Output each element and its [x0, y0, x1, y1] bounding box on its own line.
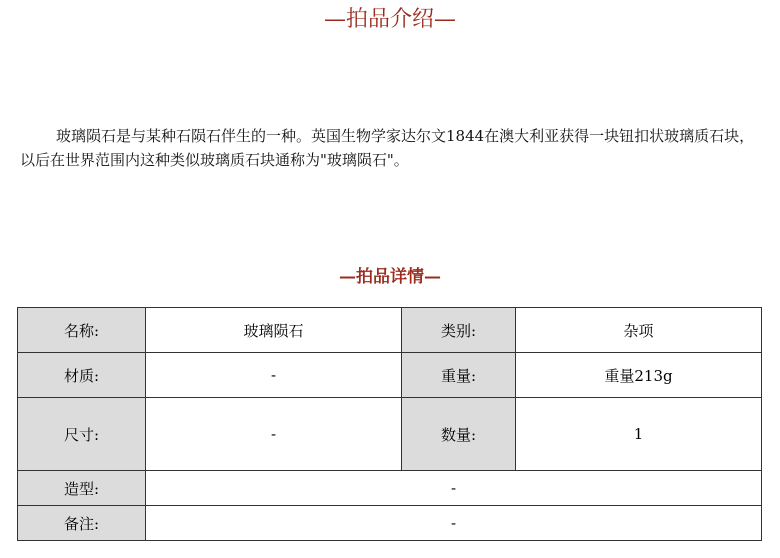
- weight-value: 重量213g: [516, 353, 762, 398]
- quantity-label: 数量:: [402, 398, 516, 471]
- note-value: -: [146, 506, 762, 541]
- note-label: 备注:: [18, 506, 146, 541]
- quantity-value: 1: [516, 398, 762, 471]
- table-row: [18, 506, 762, 541]
- intro-paragraph: 玻璃陨石是与某种石陨石伴生的一种。英国生物学家达尔文1844在澳大利亚获得一块钮扣状玻璃质石块，以后在世界范围内这种类似玻璃质石块通称为"玻璃陨石"。: [20, 127, 755, 169]
- name-label: 名称:: [18, 308, 146, 353]
- weight-label: 重量:: [402, 353, 516, 398]
- table-row: [18, 353, 762, 398]
- details-title: —拍品详情—: [339, 267, 441, 287]
- material-label: 材质:: [18, 353, 146, 398]
- table-row: [18, 398, 762, 471]
- table-row: [18, 471, 762, 506]
- shape-label: 造型:: [18, 471, 146, 506]
- shape-value: -: [146, 471, 762, 506]
- table-row: [18, 308, 762, 353]
- name-value: 玻璃陨石: [146, 308, 402, 353]
- details-table: [17, 307, 762, 541]
- category-value: 杂项: [516, 308, 762, 353]
- size-value: -: [146, 398, 402, 471]
- material-value: -: [146, 353, 402, 398]
- category-label: 类别:: [402, 308, 516, 353]
- size-label: 尺寸:: [18, 398, 146, 471]
- intro-title: —拍品介绍—: [323, 7, 456, 32]
